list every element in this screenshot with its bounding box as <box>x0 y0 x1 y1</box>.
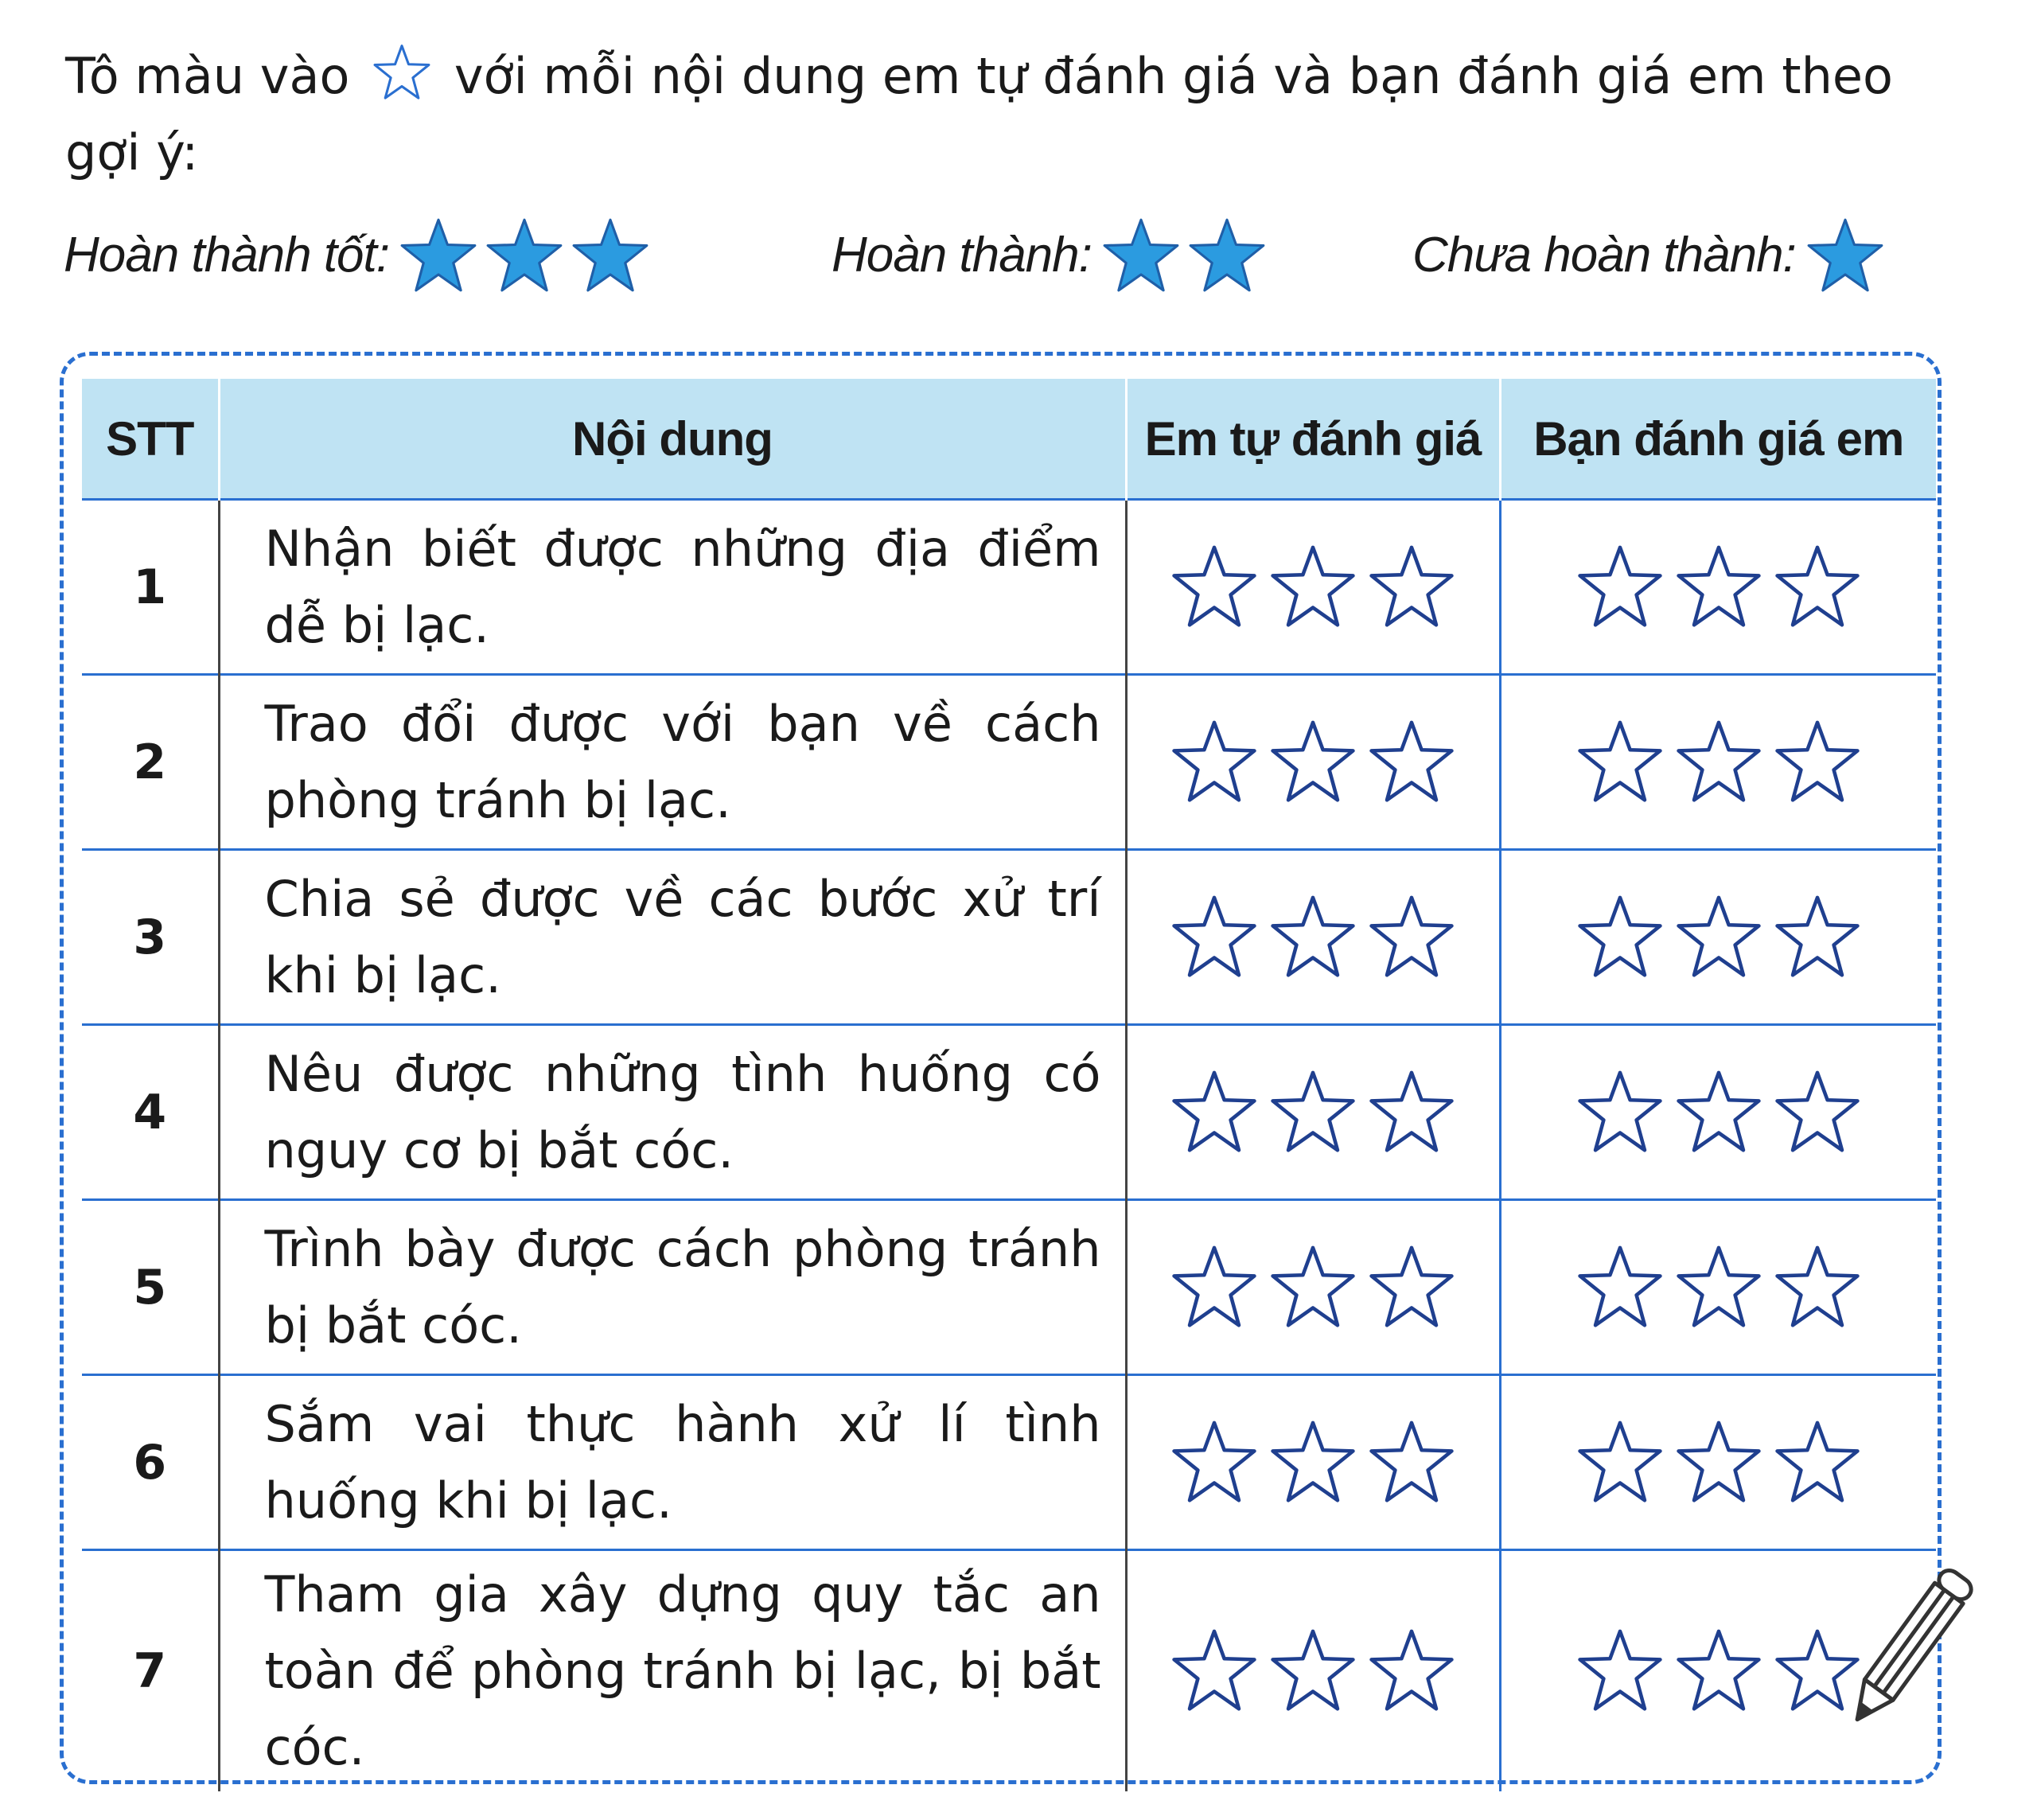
row-content: Nêu được những tình huống có nguy cơ bị bắt cóc. <box>219 1025 1126 1200</box>
row-number: 4 <box>82 1025 219 1200</box>
legend-label: Hoàn thành tốt: <box>64 227 389 283</box>
legend-stars <box>1802 215 1888 294</box>
row-content: Trình bày được cách phòng tránh bị bắt cóc. <box>219 1200 1126 1375</box>
star-outline-icon[interactable] <box>1167 1067 1261 1155</box>
star-filled-icon <box>567 215 653 294</box>
row-content: Nhận biết được những địa điểm dễ bị lạc. <box>219 500 1126 675</box>
legend-stars <box>395 215 653 294</box>
star-outline-icon[interactable] <box>1266 892 1360 980</box>
legend-complete-well <box>64 215 653 294</box>
row-number: 2 <box>82 675 219 850</box>
star-outline-icon[interactable] <box>1266 1626 1360 1713</box>
star-outline-icon[interactable] <box>1770 1417 1864 1505</box>
peer-rating-stars[interactable] <box>1500 500 1936 675</box>
star-outline-icon[interactable] <box>1770 542 1864 629</box>
star-outline-icon[interactable] <box>1167 892 1261 980</box>
peer-rating-stars[interactable] <box>1500 1025 1936 1200</box>
star-outline-icon[interactable] <box>1672 892 1766 980</box>
self-rating-stars[interactable] <box>1126 500 1500 675</box>
star-outline-icon[interactable] <box>1167 1242 1261 1330</box>
star-filled-icon <box>1098 215 1184 294</box>
self-rating-stars[interactable] <box>1126 675 1500 850</box>
star-outline-icon[interactable] <box>1365 1242 1459 1330</box>
table-row <box>82 1550 1936 1792</box>
self-rating-stars[interactable] <box>1126 1550 1500 1792</box>
star-outline-icon[interactable] <box>1672 1242 1766 1330</box>
header-content: Nội dung <box>219 379 1126 500</box>
star-outline-icon[interactable] <box>1167 542 1261 629</box>
star-outline-icon[interactable] <box>1573 1626 1667 1713</box>
star-filled-icon <box>481 215 567 294</box>
instruction-part1: Tô màu vào <box>65 47 350 105</box>
self-rating-stars[interactable] <box>1126 1375 1500 1550</box>
table-row <box>82 1375 1936 1550</box>
peer-rating-stars[interactable] <box>1500 1200 1936 1375</box>
star-outline-icon[interactable] <box>1573 542 1667 629</box>
star-filled-icon <box>395 215 481 294</box>
header-stt: STT <box>82 379 219 500</box>
star-filled-icon <box>1802 215 1888 294</box>
header-peer-assessment: Bạn đánh giá em <box>1500 379 1936 500</box>
star-outline-icon[interactable] <box>1167 717 1261 805</box>
star-outline-icon[interactable] <box>1266 717 1360 805</box>
star-outline-icon[interactable] <box>1672 1626 1766 1713</box>
star-outline-icon[interactable] <box>1266 1242 1360 1330</box>
star-outline-icon[interactable] <box>1573 717 1667 805</box>
table-row <box>82 1200 1936 1375</box>
star-filled-icon <box>1184 215 1270 294</box>
star-outline-icon[interactable] <box>1365 717 1459 805</box>
star-outline-icon[interactable] <box>1672 1067 1766 1155</box>
star-outline-icon[interactable] <box>1266 1067 1360 1155</box>
instruction-part2: với mỗi nội dung em tự đánh giá và bạn đánh giá em theo gợi ý: <box>65 47 1893 181</box>
peer-rating-stars[interactable] <box>1500 675 1936 850</box>
star-outline-icon[interactable] <box>1365 1417 1459 1505</box>
star-outline-icon[interactable] <box>1573 1417 1667 1505</box>
peer-rating-stars[interactable] <box>1500 1375 1936 1550</box>
table-row <box>82 675 1936 850</box>
row-number: 5 <box>82 1200 219 1375</box>
star-outline-icon[interactable] <box>1672 542 1766 629</box>
legend-complete <box>832 215 1270 294</box>
star-outline-icon[interactable] <box>1672 717 1766 805</box>
header-self-assessment: Em tự đánh giá <box>1126 379 1500 500</box>
star-outline-icon[interactable] <box>1365 542 1459 629</box>
star-outline-icon[interactable] <box>1365 1626 1459 1713</box>
legend-label: Hoàn thành: <box>832 227 1092 283</box>
star-outline-icon[interactable] <box>1266 1417 1360 1505</box>
star-outline-icon <box>365 42 438 101</box>
row-content: Chia sẻ được về các bước xử trí khi bị lạc. <box>219 850 1126 1025</box>
row-number: 7 <box>82 1550 219 1792</box>
self-rating-stars[interactable] <box>1126 1025 1500 1200</box>
table-header-row <box>82 379 1936 500</box>
table-row <box>82 850 1936 1025</box>
self-rating-stars[interactable] <box>1126 1200 1500 1375</box>
star-outline-icon[interactable] <box>1573 1067 1667 1155</box>
star-outline-icon[interactable] <box>1167 1626 1261 1713</box>
star-outline-icon[interactable] <box>1573 1242 1667 1330</box>
legend-label: Chưa hoàn thành: <box>1412 227 1796 283</box>
star-outline-icon[interactable] <box>1770 1067 1864 1155</box>
star-outline-icon[interactable] <box>1770 892 1864 980</box>
row-number: 6 <box>82 1375 219 1550</box>
table-row <box>82 500 1936 675</box>
pencil-icon <box>1830 1552 1989 1743</box>
peer-rating-stars[interactable] <box>1500 850 1936 1025</box>
assessment-table <box>82 379 1936 1791</box>
star-outline-icon[interactable] <box>1672 1417 1766 1505</box>
star-outline-icon[interactable] <box>1573 892 1667 980</box>
row-content: Tham gia xây dựng quy tắc an toàn để phòng tránh bị lạc, bị bắt cóc. <box>219 1550 1126 1792</box>
legend-incomplete <box>1412 215 1888 294</box>
row-content: Trao đổi được với bạn về cách phòng tránh bị lạc. <box>219 675 1126 850</box>
star-outline-icon[interactable] <box>1365 1067 1459 1155</box>
table-row <box>82 1025 1936 1200</box>
row-content: Sắm vai thực hành xử lí tình huống khi bị lạc. <box>219 1375 1126 1550</box>
self-rating-stars[interactable] <box>1126 850 1500 1025</box>
star-outline-icon[interactable] <box>1770 1242 1864 1330</box>
row-number: 1 <box>82 500 219 675</box>
star-outline-icon[interactable] <box>1365 892 1459 980</box>
star-outline-icon[interactable] <box>1266 542 1360 629</box>
row-number: 3 <box>82 850 219 1025</box>
legend-stars <box>1098 215 1270 294</box>
instruction-text <box>65 38 1975 191</box>
star-outline-icon[interactable] <box>1770 717 1864 805</box>
star-outline-icon[interactable] <box>1167 1417 1261 1505</box>
